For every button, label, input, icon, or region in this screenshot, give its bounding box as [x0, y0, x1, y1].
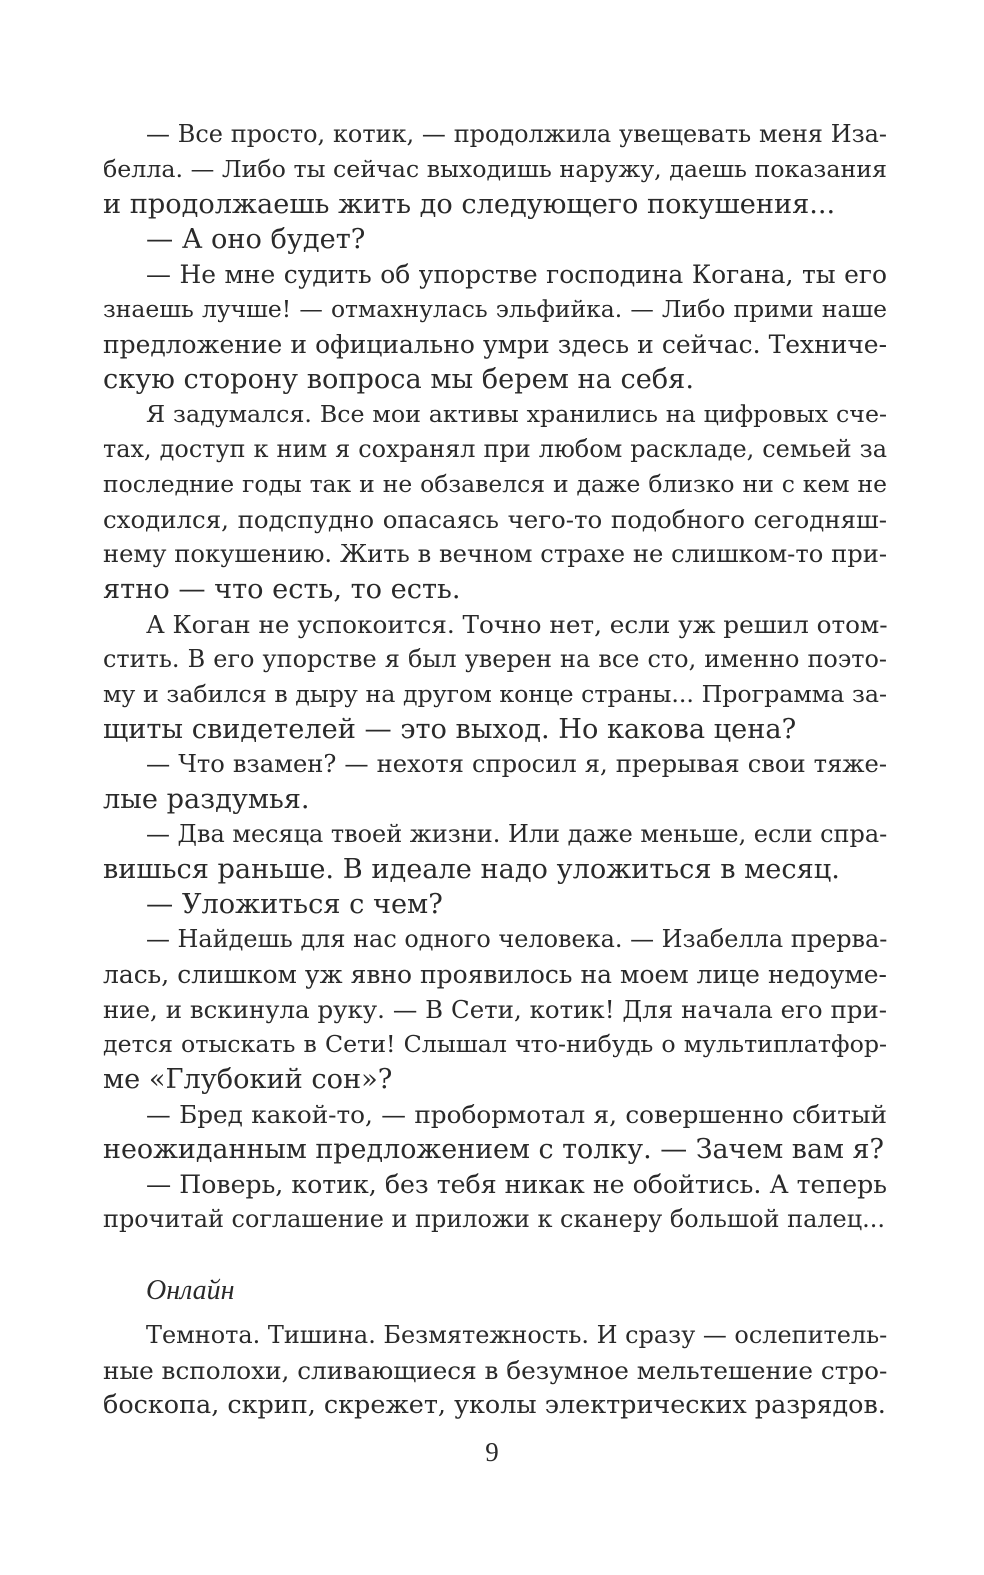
text-line: — Что взамен? — нехотя спросил я, прерывая свои тяже- [146, 750, 887, 778]
text-line: — Уложиться с чем? [146, 889, 443, 920]
main-text-block [103, 117, 887, 1237]
text-line: прочитай соглашение и приложи к сканеру большой палец... [103, 1205, 885, 1233]
text-line: лые раздумья. [103, 784, 310, 815]
text-line: скую сторону вопроса мы берем на себя. [103, 364, 694, 395]
text-line: стить. В его упорстве я был уверен на все сто, именно поэто- [103, 645, 887, 673]
page-number: 9 [485, 1437, 499, 1467]
text-line: щиты свидетелей — это выход. Но какова цена? [103, 714, 797, 745]
text-line: последние годы так и не обзавелся и даже близко ни с кем не [103, 470, 887, 498]
text-line: — Не мне судить об упорстве господина Когана, ты его [146, 260, 887, 289]
text-line: предложение и официально умри здесь и сейчас. Техниче- [103, 330, 887, 359]
text-line: нему покушению. Жить в вечном страхе не слишком-то при- [103, 540, 887, 568]
text-line: — Найдешь для нас одного человека. — Изабелла прерва- [146, 925, 888, 953]
text-line: и продолжаешь жить до следующего покушения... [103, 189, 836, 220]
text-line: — Два месяца твоей жизни. Или даже меньше, если спра- [146, 820, 888, 848]
text-line: боскопа, скрип, скрежет, уколы электрических разрядов. [103, 1390, 886, 1420]
text-line: Темнота. Тишина. Безмятежность. И сразу — ослепитель- [146, 1321, 888, 1349]
text-line: — А оно будет? [146, 224, 366, 255]
text-line: белла. — Либо ты сейчас выходишь наружу, даешь показания [103, 155, 887, 183]
text-line: сходился, подспудно опасаясь чего-то подобного сегодняш- [103, 505, 887, 534]
text-line: тах, доступ к ним я сохранял при любом раскладе, семьей за [103, 435, 887, 463]
text-line: — Поверь, котик, без тебя никак не обойтись. А теперь [146, 1170, 887, 1199]
text-line: ятно — что есть, то есть. [103, 574, 461, 605]
text-line: лась, слишком уж явно проявилось на моем лице недоуме- [103, 960, 887, 989]
text-line: А Коган не успокоится. Точно нет, если уж решил отом- [146, 610, 888, 639]
text-line: вишься раньше. В идеале надо уложиться в месяц. [103, 854, 840, 885]
text-line: ние, и вскинула руку. — В Сети, котик! Для начала его при- [103, 995, 887, 1024]
text-line: Я задумался. Все мои активы хранились на цифровых сче- [146, 400, 887, 428]
section-title: Онлайн [146, 1275, 235, 1306]
text-line: неожиданным предложением с толку. — Зачем вам я? [103, 1134, 884, 1165]
text-line: — Все просто, котик, — продолжила увещевать меня Иза- [146, 120, 887, 148]
section-text-block [103, 1318, 887, 1423]
text-line: ные всполохи, сливающиеся в безумное мельтешение стро- [103, 1356, 888, 1385]
text-line: му и забился в дыру на другом конце страны... Программа за- [103, 680, 887, 708]
text-line: ме «Глубокий сон»? [103, 1064, 393, 1095]
text-line: знаешь лучше! — отмахнулась эльфийка. — Либо прими наше [103, 295, 887, 323]
text-line: — Бред какой-то, — пробормотал я, совершенно сбитый [146, 1100, 887, 1129]
text-line: дется отыскать в Сети! Слышал что-нибудь о мультиплатфор- [103, 1030, 887, 1058]
